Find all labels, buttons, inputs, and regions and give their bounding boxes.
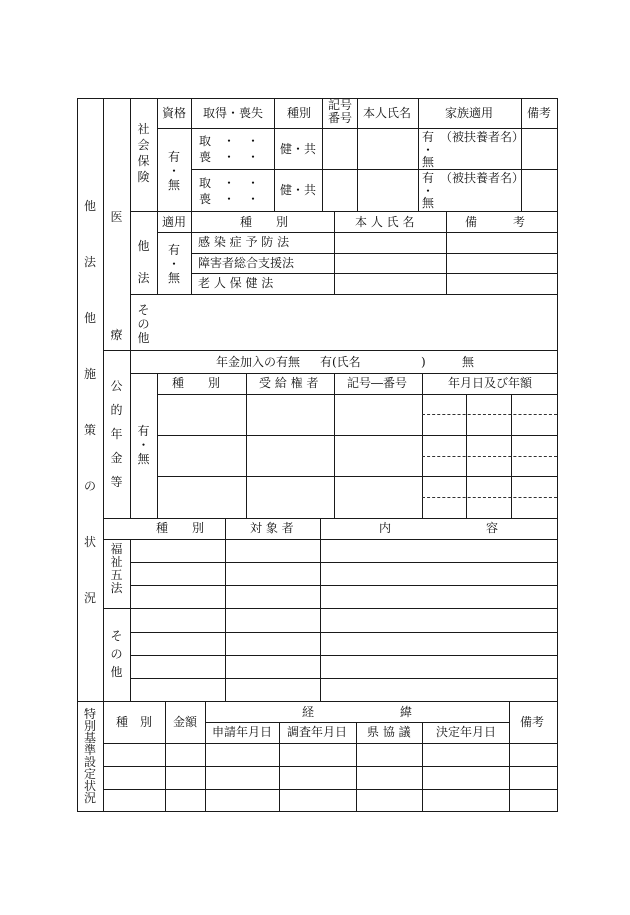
shakai-col-4 [357,98,358,211]
pension-dash-2 [422,456,557,457]
shakai-label: 社 会 保 険 [137,122,150,184]
special-header-kingaku: 金額 [173,715,198,729]
border-top [77,98,558,99]
shakai-r2-loss: 喪 ・ ・ [199,192,260,206]
medical-label: 医 療 [110,210,123,342]
tahou-row-1 [191,253,557,254]
welfare-header-you: 容 [486,521,499,535]
shakai-r2-acq: 取 ・ ・ [199,176,260,190]
tahou-law-2: 障害者総合支援法 [198,256,295,270]
tahou-header-honnin: 本 人 氏 名 [355,215,415,229]
special-header-bikou: 備考 [520,715,545,729]
shakai-col-5 [418,98,419,211]
pension-label: 公 的 年 金 等 [110,379,123,489]
special-col-1 [165,701,166,811]
welfare-header-line [103,539,557,540]
shakai-header-shutoku: 取得・喪失 [203,106,264,120]
divider-medical-pension [103,350,557,351]
welfare-col-2 [320,518,321,701]
welfare-header-taishou: 対 象 者 [250,521,294,535]
pension-header-nengetsu: 年月日及び年額 [448,376,533,390]
tahou-law-1: 感 染 症 予 防 法 [198,235,290,249]
tahou-bottom [130,294,557,295]
welfare-header-shubetsu: 種 別 [156,521,205,535]
special-header-kei: 経 [302,705,315,719]
shakai-r1-family-note: （被扶養者名） [440,130,525,144]
shakai-header-honnin: 本人氏名 [363,106,412,120]
shakai-r1-acq: 取 ・ ・ [199,134,260,148]
welfare-row-1 [130,562,557,563]
shakai-header-bikou: 備考 [527,106,552,120]
shakai-col-6 [521,98,522,211]
pension-dash-3 [422,497,557,498]
shakai-r2-family-ari: 有 [422,171,435,185]
pension-join-close: ) [421,355,426,369]
welfare-group-line [103,608,557,609]
shakai-header-shikaku: 資格 [162,106,187,120]
special-row-2 [103,789,557,790]
shakai-r1-family-mu: 無 [422,155,435,169]
pension-join-mu: 無 [462,355,475,369]
welfare-row-5 [130,678,557,679]
pension-row-1 [157,435,557,436]
shakai-r2-family-dot: ・ [422,184,435,198]
welfare-col-1 [225,518,226,701]
pension-header-kigou: 記号―番号 [347,376,408,390]
pension-header-jukyuu: 受 給 権 者 [259,376,319,390]
tahou-law-3: 老 人 保 健 法 [198,276,274,290]
shakai-r1-family-dot: ・ [422,143,435,157]
special-sub-kettei: 決定年月日 [436,725,497,739]
tahou-header-line [157,232,557,233]
pension-header-line [157,394,557,395]
special-keii-line [205,722,509,723]
tahou-col-3 [446,211,447,294]
pension-dash-1 [422,414,557,415]
tahou-col-2 [334,211,335,294]
tahou-header-bikou: 備 考 [465,215,526,229]
shakai-r2-family-note: （被扶養者名） [440,171,525,185]
shakai-header-shubetsu: 種別 [287,106,312,120]
shakai-r1-loss: 喪 ・ ・ [199,150,260,164]
tahou-header-tekiyou: 適用 [162,215,187,229]
welfare-sonota-label: そ の 他 [110,629,123,679]
special-side-title: 特 別 基 準 設 定 状 況 [83,707,96,805]
border-right [557,98,558,812]
welfare-label-divider [130,539,131,701]
special-sub-kyougi: 県 協 議 [367,725,411,739]
shakai-col-1 [191,98,192,211]
welfare-row-3 [130,632,557,633]
tahou-col-1 [191,211,192,294]
main-side-title: 他 法 他 施 策 の 状 況 [83,199,96,605]
shakai-row-line [191,169,557,170]
special-label-divider [103,701,104,811]
welfare-header-nai: 内 [379,521,392,535]
shakai-r2-family-mu: 無 [422,196,435,210]
special-header-shubetsu: 種 別 [116,715,153,729]
pension-col-1 [246,373,247,518]
divider-special [77,701,558,702]
shakai-r1-family-ari: 有 [422,130,435,144]
special-row-1 [103,766,557,767]
special-col-6 [509,701,510,811]
pension-row-2 [157,476,557,477]
welfare-row-4 [130,655,557,656]
welfare-row-2 [130,585,557,586]
shakai-col-3 [322,98,323,211]
shakai-col-2 [274,98,275,211]
shakai-arimu: 有 ・ 無 [167,150,180,192]
special-header-line [103,743,557,744]
tahou-row-2 [191,273,557,274]
tahou-arimu: 有 ・ 無 [167,243,180,285]
pension-header-shubetsu: 種 別 [172,376,221,390]
tahou-label: 他 法 [137,239,150,285]
border-bottom [77,811,558,812]
special-col-2 [205,701,206,811]
shakai-header-kigou: 記号番号 [327,98,352,125]
shakai-r1-type: 健・共 [280,142,317,156]
shakai-bottom-line [130,211,557,212]
pension-join-text: 年金加入の有無 [216,355,301,369]
shakai-r2-type: 健・共 [280,183,317,197]
tahou-header-shubetsu: 種 別 [240,215,289,229]
shakai-header-kazoku: 家族適用 [445,106,494,120]
divider-pension-welfare [103,518,557,519]
special-sub-shinsei: 申請年月日 [212,725,273,739]
special-sub-chousa: 調査年月日 [287,725,348,739]
pension-col-2 [334,373,335,518]
fukushi-label: 福 祉 五 法 [110,542,123,595]
pension-join-line [130,373,557,374]
pension-join-ari: 有(氏名 [320,355,361,369]
special-header-i: 緯 [400,705,413,719]
medical-sonota-label: そ の 他 [137,303,150,345]
pension-arimu: 有 ・ 無 [137,424,150,466]
